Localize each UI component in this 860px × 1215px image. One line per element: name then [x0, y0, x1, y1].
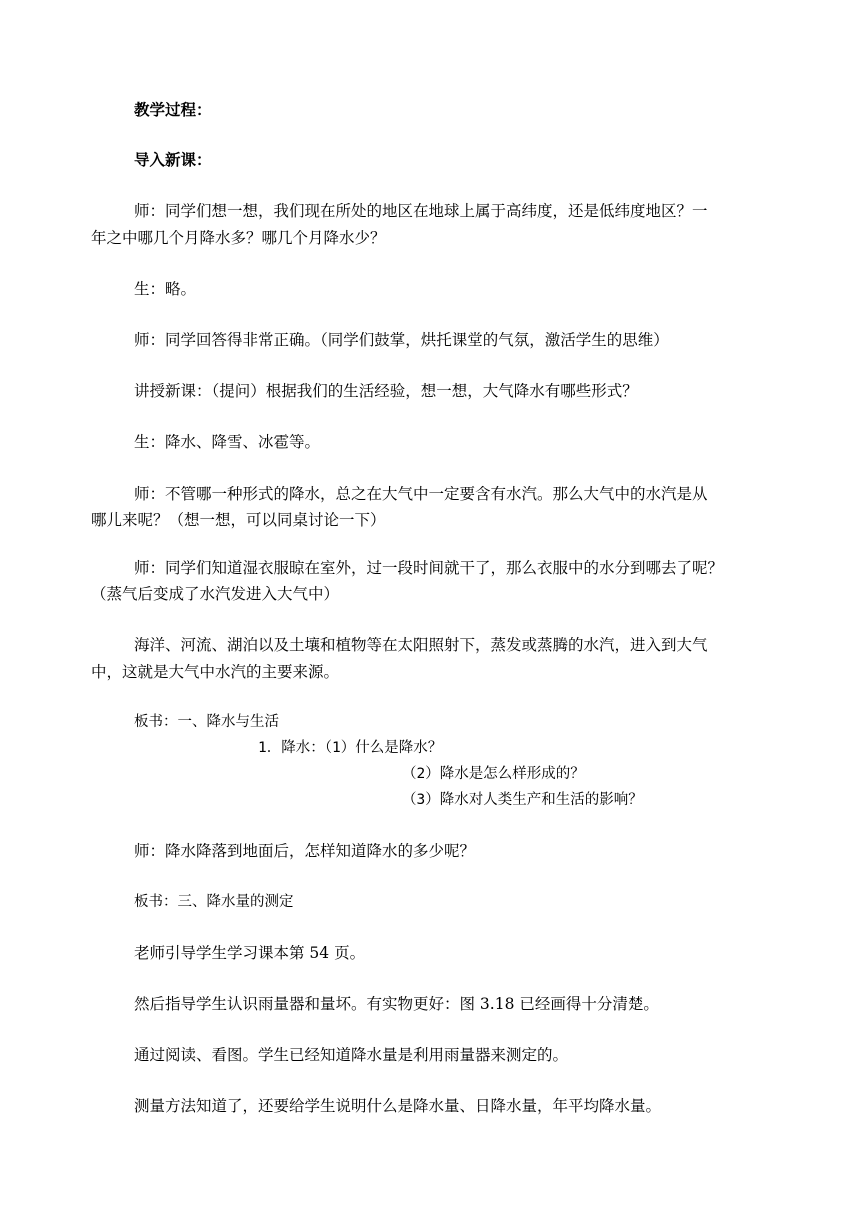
heading-teaching-process: 教学过程： — [134, 100, 212, 119]
board-note-2-title: 板书：三、降水量的测定 — [134, 894, 294, 910]
paragraph-5: 生：降水、降雪、冰雹等。 — [134, 433, 321, 451]
paragraph-6-line-1: 师：不管哪一种形式的降水，总之在大气中一定要含有水汽。那么大气中的水汽是从 — [134, 485, 708, 503]
paragraph-7-line-2: （蒸气后变成了水汽发进入大气中） — [91, 585, 340, 603]
paragraph-8-line-1: 海洋、河流、湖泊以及土壤和植物等在太阳照射下，蒸发或蒸腾的水汽，进入到大气 — [134, 636, 708, 654]
paragraph-6-line-2: 哪儿来呢？（想一想，可以同桌讨论一下） — [91, 511, 386, 529]
paragraph-9: 师：降水降落到地面后，怎样知道降水的多少呢？ — [134, 842, 476, 860]
paragraph-1-line-2: 年之中哪几个月降水多？哪几个月降水少？ — [91, 229, 386, 247]
paragraph-12: 通过阅读、看图。学生已经知道降水量是利用雨量器来测定的。 — [134, 1046, 569, 1064]
board-note-1-item-2: （2）降水是怎么样形成的？ — [402, 766, 585, 782]
paragraph-7-line-1: 师：同学们知道湿衣服晾在室外，过一段时间就干了，那么衣服中的水分到哪去了呢？ — [134, 559, 724, 577]
paragraph-2: 生：略。 — [134, 280, 197, 298]
board-note-1-item-3: （3）降水对人类生产和生活的影响？ — [402, 792, 643, 808]
paragraph-8-line-2: 中，这就是大气中水汽的主要来源。 — [91, 663, 340, 681]
paragraph-13: 测量方法知道了，还要给学生说明什么是降水量、日降水量，年平均降水量。 — [134, 1097, 662, 1115]
paragraph-11: 然后指导学生认识雨量器和量坏。有实物更好：图 3.18 已经画得十分清楚。 — [134, 995, 659, 1013]
heading-intro: 导入新课： — [134, 150, 212, 169]
board-note-1-item-1: 1．降水：（1）什么是降水？ — [258, 740, 443, 756]
board-note-1-title: 板书：一、降水与生活 — [134, 714, 279, 730]
paragraph-1-line-1: 师：同学们想一想，我们现在所处的地区在地球上属于高纬度，还是低纬度地区？一 — [134, 202, 708, 220]
paragraph-4: 讲授新课：（提问）根据我们的生活经验，想一想，大气降水有哪些形式？ — [134, 382, 638, 400]
paragraph-10: 老师引导学生学习课本第 54 页。 — [134, 944, 366, 962]
paragraph-3: 师：同学回答得非常正确。（同学们鼓掌，烘托课堂的气氛，激活学生的思维） — [134, 331, 669, 349]
